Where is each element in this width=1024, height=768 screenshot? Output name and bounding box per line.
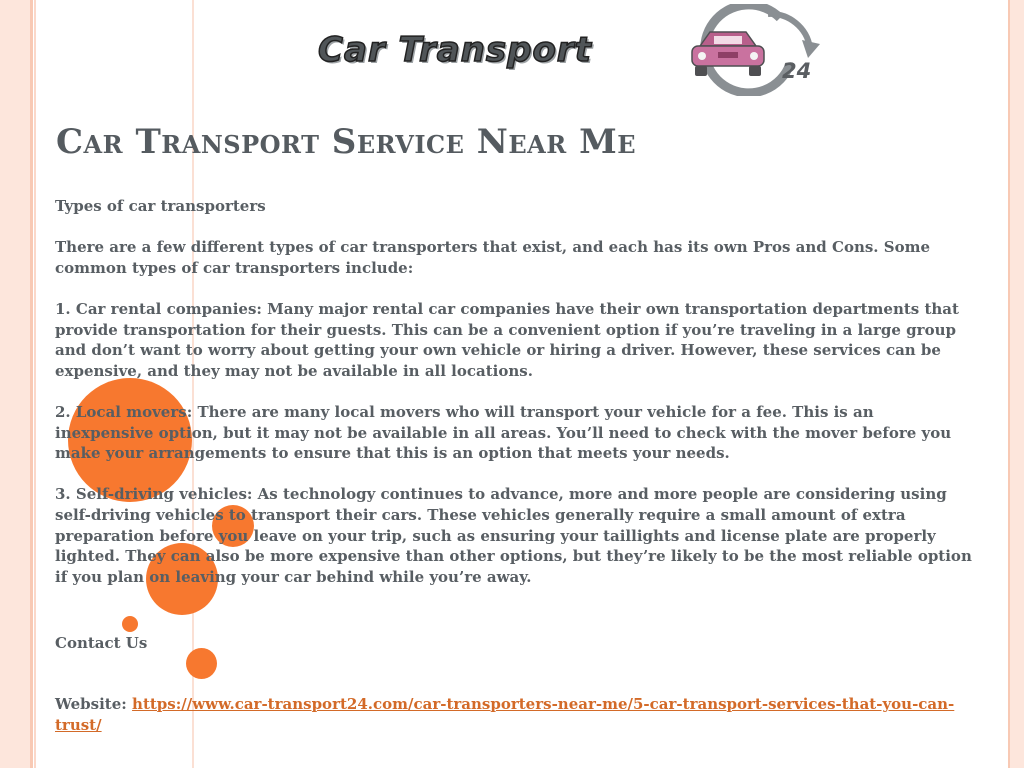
right-decor-stripe (1010, 0, 1024, 768)
list-item-paragraph: 2. Local movers: There are many local movers who will transport your vehicle for a fee. This is an inexpensive option, but it may not be available in all areas. You’ll need to check with the mover before you make your arrangements to ensure that this is an option that meets your needs. (55, 402, 952, 463)
list-item-paragraph: 3. Self-driving vehicles: As technology continues to advance, more and more people are considering using self-driving vehicles to transport their cars. These vehicles generally require a small amount of extra preparation before you leave on your trip, such as ensuring your taillights and license plate are properly lighted. They can also be more expensive than other options, but they’re likely to be the most reliable option if you plan on leaving your car behind while you’re away. (55, 485, 972, 586)
left-decor-stripe (0, 0, 30, 768)
contact-heading: Contact Us (55, 634, 148, 653)
intro-paragraph: There are a few different types of car transporters that exist, and each has its own Pros and Cons. Some common types of car transporters include: (55, 238, 931, 277)
brand-logo (316, 4, 832, 96)
page-title: Car Transport Service Near Me (56, 122, 636, 162)
left-decor-line (34, 0, 36, 768)
website-line (55, 694, 975, 735)
right-decor-line (1008, 0, 1010, 768)
website-link[interactable]: https://www.car-transport24.com/car-transporters-near-me/5-car-transport-services-that-you-can-trust/ (55, 695, 955, 734)
emblem-number: 24 (782, 59, 812, 83)
car-24-emblem-icon (662, 4, 832, 96)
list-item-paragraph: 1. Car rental companies: Many major rental car companies have their own transportation departments that provide transportation for their guests. This can be a convenient option if you’re traveling in a large group and don’t want to worry about getting your own vehicle or hiring a driver. However, these services can be expensive, and they may not be available in all locations. (55, 299, 959, 380)
section-heading: Types of car transporters (55, 197, 266, 215)
logo-wordmark: Car Transport (318, 30, 592, 70)
article-body (55, 196, 975, 654)
website-label: Website: (55, 695, 127, 713)
left-decor-line (30, 0, 33, 768)
